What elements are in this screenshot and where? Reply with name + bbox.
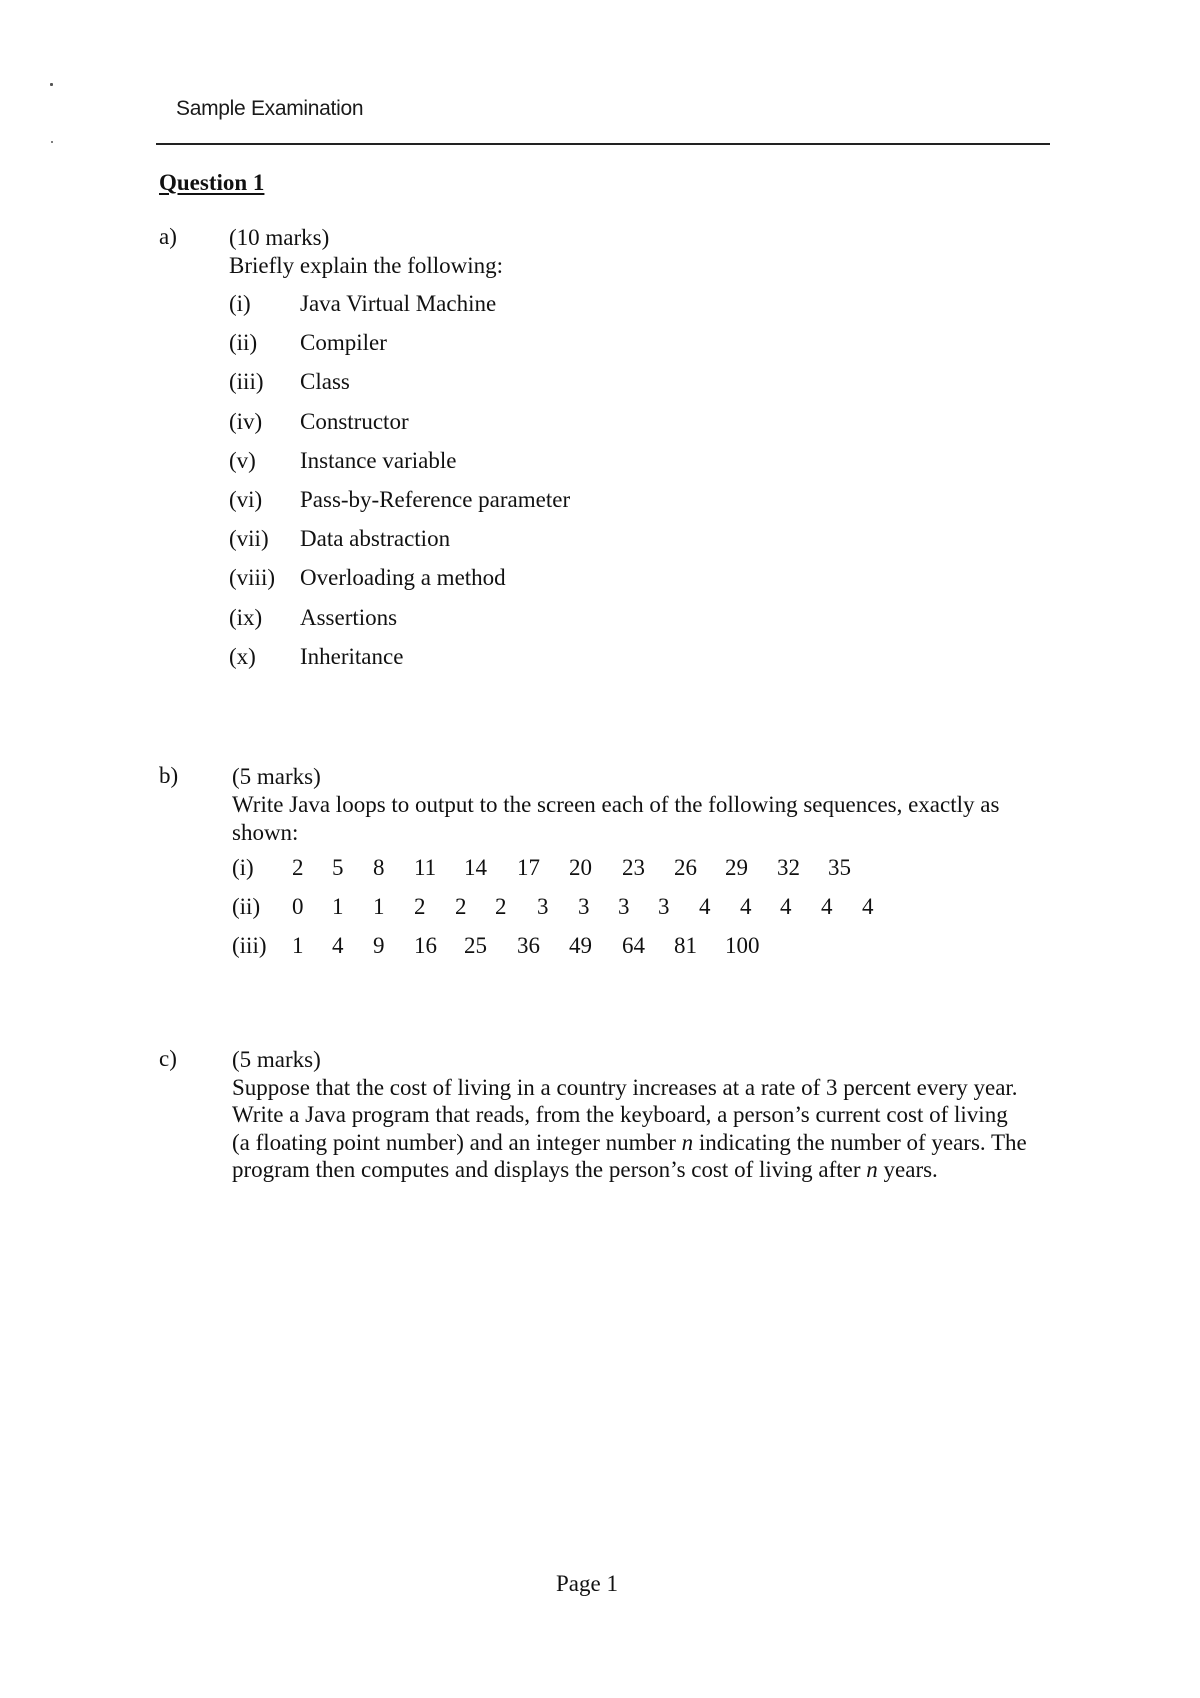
exam-header: Sample Examination <box>176 97 364 120</box>
item-number: (vi) <box>229 486 263 512</box>
sequence-value: 2 <box>495 894 507 919</box>
part-b-marks: (5 marks) <box>232 764 321 789</box>
sequence-value: 4 <box>699 894 711 919</box>
item-text: Assertions <box>300 604 398 630</box>
part-b-label: b) <box>159 763 179 788</box>
sequence-value: 1 <box>373 894 385 919</box>
variable-n: n <box>866 1156 878 1182</box>
item-text: Overloading a method <box>300 565 506 591</box>
part-c-text: program then computes and displays the person’s cost of living after <box>232 1156 867 1182</box>
item-number: (ix) <box>229 604 263 630</box>
sequence-value: 11 <box>414 855 437 880</box>
sequence-value: 3 <box>658 894 670 919</box>
sequence-number: (ii) <box>232 894 261 919</box>
part-c-line: Write a Java program that reads, from the keyboard, a person’s current cost of living <box>232 1102 1008 1128</box>
scan-speck <box>51 141 53 143</box>
question-title: Question 1 <box>159 170 265 195</box>
item-number: (viii) <box>229 565 275 591</box>
sequence-value: 29 <box>725 855 748 880</box>
sequence-value: 3 <box>537 894 549 919</box>
sequence-value: 32 <box>777 855 800 880</box>
sequence-value: 25 <box>464 933 487 958</box>
sequence-value: 3 <box>618 894 630 919</box>
item-text: Inheritance <box>300 643 404 669</box>
part-c-text: indicating the number of years. The <box>693 1129 1027 1155</box>
part-b-body <box>232 763 1062 847</box>
item-number: (i) <box>229 291 251 316</box>
list-item <box>229 448 570 487</box>
sequence-row <box>232 894 932 924</box>
sequence-value: 4 <box>740 894 752 919</box>
item-number: (vii) <box>229 526 269 552</box>
sequence-value: 1 <box>292 933 304 958</box>
list-item <box>229 644 570 683</box>
part-c-text: (a floating point number) and an integer number <box>232 1129 682 1155</box>
part-a-label: a) <box>159 224 177 249</box>
part-a-marks: (10 marks) <box>229 225 330 250</box>
part-b-stem-line1: Write Java loops to output to the screen each of the following sequences, exactly as <box>232 792 1000 817</box>
item-number: (iv) <box>229 408 263 434</box>
item-number: (ii) <box>229 330 258 356</box>
sequence-row <box>232 933 932 963</box>
sequence-value: 17 <box>517 855 540 880</box>
sequence-value: 4 <box>780 894 792 919</box>
sequence-value: 8 <box>373 855 385 880</box>
item-text: Java Virtual Machine <box>300 291 497 316</box>
item-text: Compiler <box>300 330 387 356</box>
part-c-marks-block <box>232 1046 321 1074</box>
sequence-value: 100 <box>725 933 760 958</box>
sequence-value: 23 <box>622 855 645 880</box>
sequence-value: 1 <box>332 894 344 919</box>
sequence-value: 4 <box>332 933 344 958</box>
sequence-value: 26 <box>674 855 697 880</box>
sequence-value: 9 <box>373 933 385 958</box>
item-text: Constructor <box>300 408 409 434</box>
sequence-value: 5 <box>332 855 344 880</box>
sequence-value: 4 <box>821 894 833 919</box>
item-number: (v) <box>229 447 256 473</box>
item-text: Class <box>300 369 350 395</box>
sequence-value: 49 <box>569 933 592 958</box>
part-c-line: Suppose that the cost of living in a country increases at a rate of 3 percent every year. <box>232 1075 1018 1100</box>
part-b-stem-line2: shown: <box>232 820 299 845</box>
sequence-number: (iii) <box>232 933 267 958</box>
sequence-value: 2 <box>292 855 304 880</box>
item-text: Instance variable <box>300 447 457 473</box>
item-number: (x) <box>229 643 256 669</box>
sequence-value: 0 <box>292 894 304 919</box>
header-divider <box>156 143 1050 145</box>
list-item <box>229 291 570 330</box>
scan-speck <box>50 83 53 86</box>
list-item <box>229 565 570 604</box>
sequence-value: 16 <box>414 933 437 958</box>
sequence-value: 3 <box>578 894 590 919</box>
item-number: (iii) <box>229 369 264 395</box>
part-c-line <box>232 1129 1062 1156</box>
list-item <box>229 487 570 526</box>
sequence-value: 2 <box>455 894 467 919</box>
page-number: Page 1 <box>556 1571 618 1596</box>
item-text: Pass-by-Reference parameter <box>300 486 571 512</box>
sequence-value: 81 <box>674 933 697 958</box>
part-c-marks: (5 marks) <box>232 1047 321 1072</box>
sequence-value: 64 <box>622 933 645 958</box>
part-a-body <box>229 224 503 280</box>
part-c-paragraph <box>232 1074 1062 1183</box>
list-item <box>229 330 570 369</box>
sequence-value: 36 <box>517 933 540 958</box>
part-c-label: c) <box>159 1046 177 1071</box>
sequence-number: (i) <box>232 855 254 880</box>
sequence-value: 4 <box>862 894 874 919</box>
variable-n: n <box>681 1129 694 1155</box>
list-item <box>229 526 570 565</box>
part-c-line <box>232 1156 1062 1183</box>
sequence-value: 20 <box>569 855 592 880</box>
sequence-value: 14 <box>464 855 487 880</box>
sequence-value: 2 <box>414 894 426 919</box>
list-item <box>229 369 570 408</box>
sequence-value: 35 <box>828 855 851 880</box>
sequence-row <box>232 855 932 885</box>
item-text: Data abstraction <box>300 526 451 552</box>
part-a-stem: Briefly explain the following: <box>229 253 504 278</box>
part-c-text: years. <box>877 1156 938 1182</box>
part-a-item-list <box>229 291 570 683</box>
list-item <box>229 605 570 644</box>
list-item <box>229 409 570 448</box>
